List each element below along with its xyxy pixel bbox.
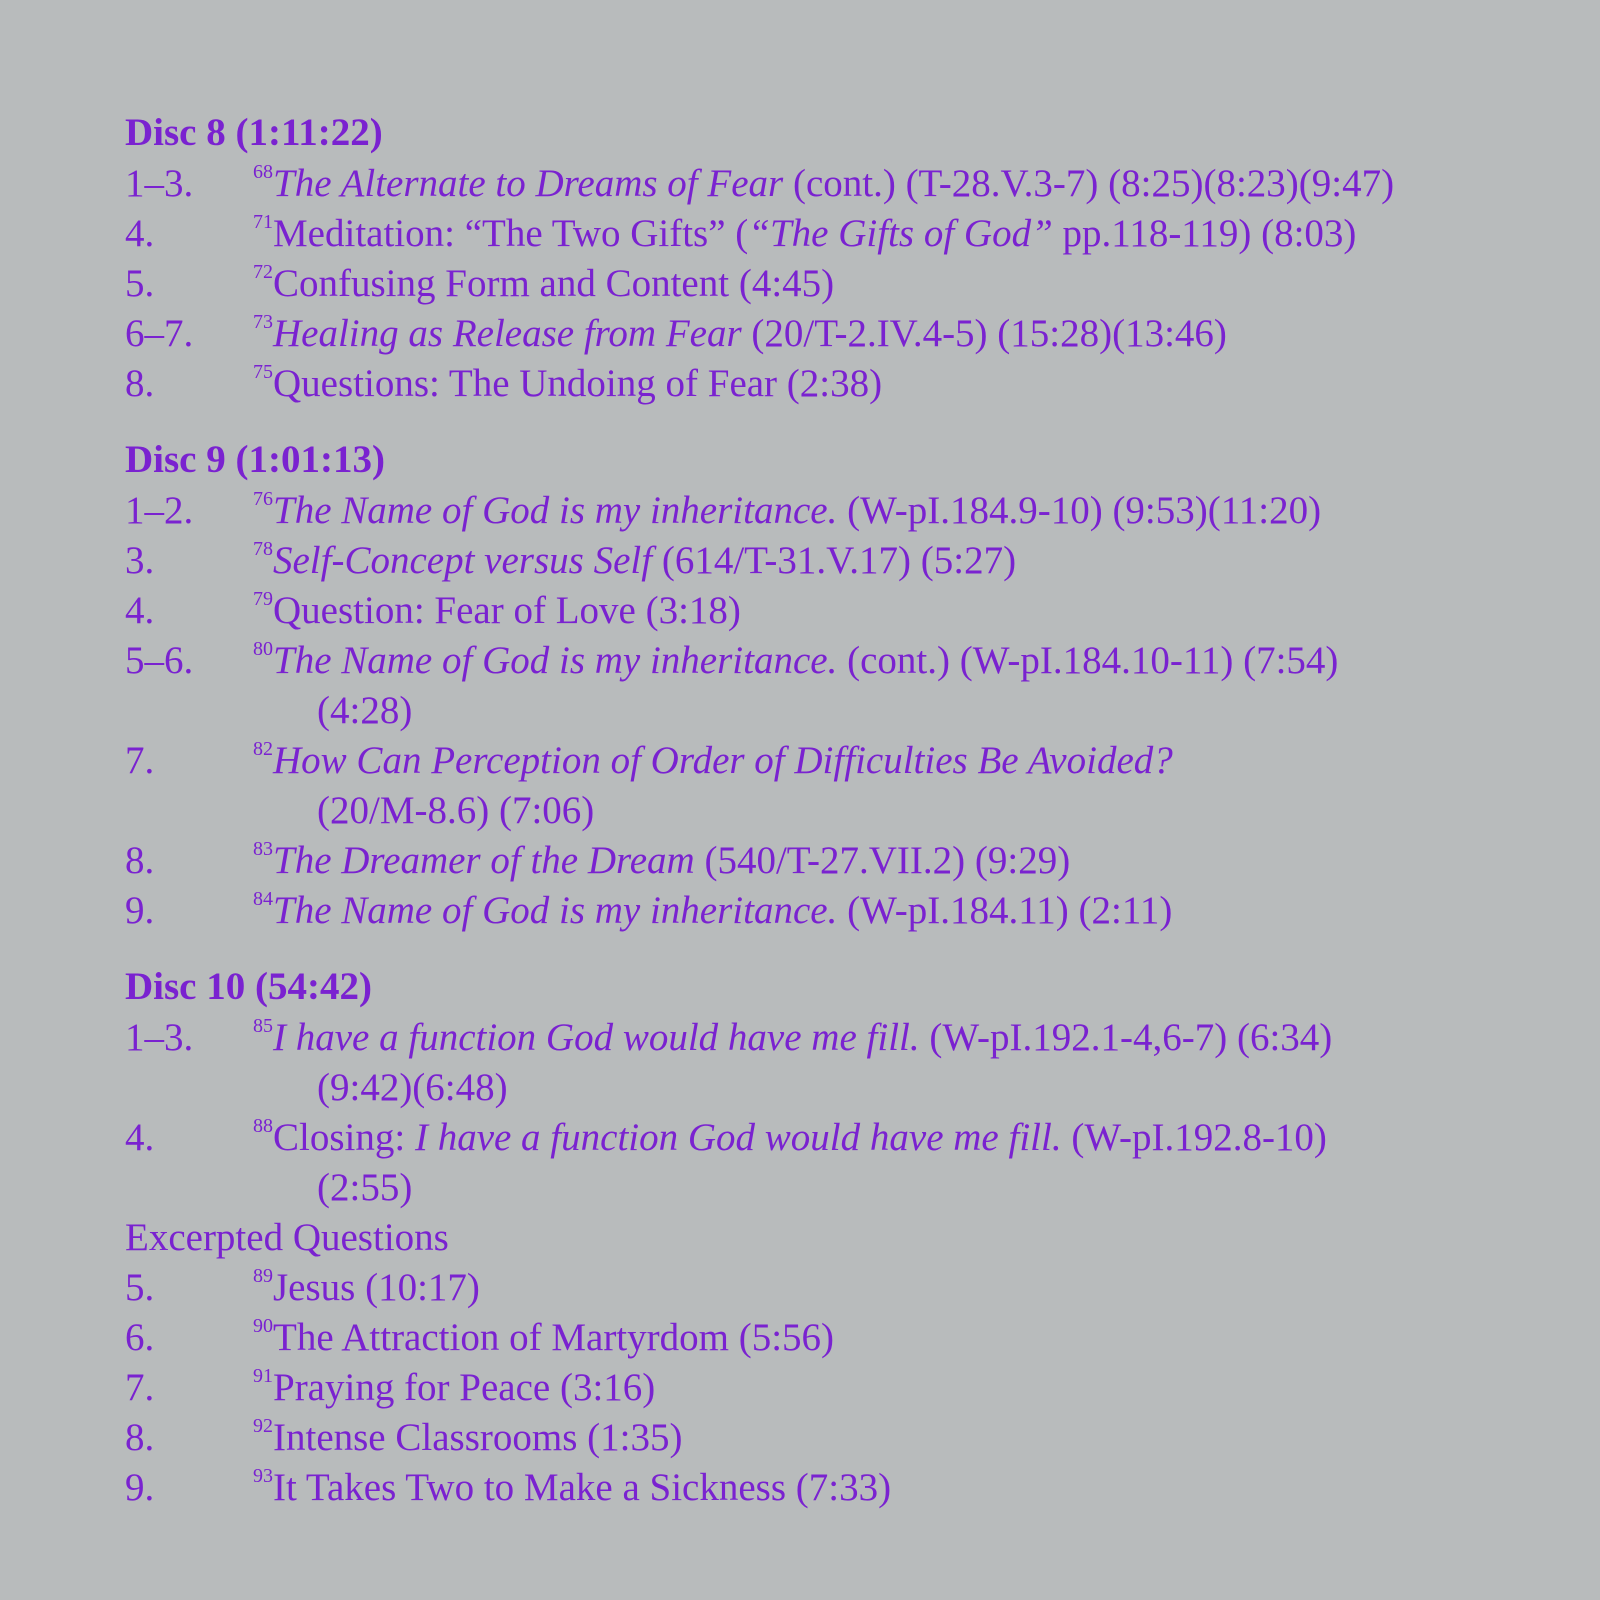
track-row [125,586,1575,636]
track-title-text: Jesus (10:17) [273,1266,480,1309]
track-title-text: It Takes Two to Make a Sickness (7:33) [273,1466,892,1509]
track-title [253,886,1575,936]
track-title-text: (614/T-31.V.17) (5:27) [652,539,1017,582]
track-title [253,159,1575,209]
track-title [253,536,1575,586]
track-title-text: (540/T-27.VII.2) (9:29) [694,839,1071,882]
footnote-ref: 68 [253,161,273,183]
track-title-text: (W-pI.192.8-10) [1061,1116,1327,1159]
track-title [253,1363,1575,1413]
track-row [125,1013,1575,1063]
track-row [125,159,1575,209]
footnote-ref: 73 [253,311,273,333]
track-number: 8. [125,839,155,882]
track-title-italic: Healing as Release from Fear [273,312,742,355]
track-row [125,359,1575,409]
track-row [125,1463,1575,1513]
track-number: 8. [125,362,155,405]
track-title-italic: “The Gifts of God” [748,212,1053,255]
track-title-italic: The Name of God is my inheritance. [273,639,838,682]
track-row [125,536,1575,586]
track-title-text: Closing: [273,1116,415,1159]
track-title-text: Meditation: “The Two Gifts” ( [273,212,749,255]
footnote-ref: 92 [253,1415,273,1437]
track-number: 3. [125,539,155,582]
footnote-ref: 79 [253,588,273,610]
track-title-text: (W-pI.192.1-4,6-7) (6:34) [919,1016,1333,1059]
track-row [125,1113,1575,1163]
track-title [253,1463,1575,1513]
track-number: 4. [125,1116,155,1159]
track-title-italic: I have a function God would have me fill. [273,1016,920,1059]
footnote-ref: 84 [253,888,273,910]
footnote-ref: 75 [253,361,273,383]
track-title-italic: Self-Concept versus Self [273,539,653,582]
track-title-text: Questions: The Undoing of Fear (2:38) [273,362,883,405]
footnote-ref: 78 [253,538,273,560]
footnote-ref: 88 [253,1115,273,1137]
track-title [253,1113,1575,1163]
footnote-ref: 76 [253,488,273,510]
track-title [253,259,1575,309]
track-title [253,1313,1575,1363]
track-row [125,309,1575,359]
track-number: 4. [125,212,155,255]
track-title [253,586,1575,636]
track-title-text: (cont.) (T-28.V.3-7) (8:25)(8:23)(9:47) [783,162,1395,205]
track-row [125,636,1575,686]
track-row [125,886,1575,936]
track-title [253,209,1575,259]
track-number: 1–2. [125,489,194,532]
track-title-text: Praying for Peace (3:16) [273,1366,656,1409]
track-row [125,259,1575,309]
track-title-italic: The Alternate to Dreams of Fear [273,162,784,205]
disc-title: Disc 8 (1:11:22) [125,111,383,154]
track-title-text: Question: Fear of Love (3:18) [273,589,741,632]
track-title [253,359,1575,409]
track-title-text: Intense Classrooms (1:35) [273,1416,683,1459]
track-title-text: The Attraction of Martyrdom (5:56) [273,1316,835,1359]
track-listing [125,108,1575,1539]
footnote-ref: 72 [253,261,273,283]
track-number: 7. [125,1366,155,1409]
track-title [253,486,1575,536]
track-title-text: pp.118-119) (8:03) [1052,212,1357,255]
disc-section [125,435,1575,936]
track-number: 4. [125,589,155,632]
track-title [253,1413,1575,1463]
footnote-ref: 83 [253,838,273,860]
disc-section [125,962,1575,1513]
track-number: 8. [125,1416,155,1459]
track-title-text: (W-pI.184.9-10) (9:53)(11:20) [837,489,1322,532]
track-continuation: (20/M-8.6) (7:06) [317,789,595,832]
track-title-italic: The Name of God is my inheritance. [273,889,838,932]
footnote-ref: 85 [253,1015,273,1037]
track-continuation: (4:28) [317,689,413,732]
track-title-italic: The Dreamer of the Dream [273,839,695,882]
track-number: 6. [125,1316,155,1359]
track-continuation: (9:42)(6:48) [317,1066,508,1109]
track-title-text: (20/T-2.IV.4-5) (15:28)(13:46) [741,312,1227,355]
track-number: 5–6. [125,639,194,682]
track-row [125,209,1575,259]
track-title-italic: The Name of God is my inheritance. [273,489,838,532]
track-title [253,636,1575,686]
track-continuation: (2:55) [317,1166,413,1209]
track-title-text: (cont.) (W-pI.184.10-11) (7:54) [837,639,1339,682]
footnote-ref: 71 [253,211,273,233]
track-title [253,736,1575,786]
track-row [125,1413,1575,1463]
track-title-text: (W-pI.184.11) (2:11) [837,889,1173,932]
track-number: 9. [125,889,155,932]
footnote-ref: 90 [253,1315,273,1337]
track-title [253,309,1575,359]
track-title [253,836,1575,886]
track-title-italic: How Can Perception of Order of Difficulties Be Avoided? [273,739,1173,782]
track-title [253,1013,1575,1063]
track-title-text: Confusing Form and Content (4:45) [273,262,835,305]
disc-title: Disc 10 (54:42) [125,965,372,1008]
footnote-ref: 89 [253,1265,273,1287]
track-number: 1–3. [125,1016,194,1059]
track-row [125,1263,1575,1313]
footnote-ref: 80 [253,638,273,660]
track-row [125,836,1575,886]
track-number: 9. [125,1466,155,1509]
track-number: 5. [125,262,155,305]
footnote-ref: 91 [253,1365,273,1387]
track-number: 1–3. [125,162,194,205]
track-row [125,736,1575,786]
track-number: 5. [125,1266,155,1309]
footnote-ref: 93 [253,1465,273,1487]
disc-section [125,108,1575,409]
track-number: 7. [125,739,155,782]
footnote-ref: 82 [253,738,273,760]
disc-title: Disc 9 (1:01:13) [125,438,385,481]
track-title-italic: I have a function God would have me fill. [414,1116,1062,1159]
track-title [253,1263,1575,1313]
track-row [125,1363,1575,1413]
track-number: 6–7. [125,312,194,355]
subheading: Excerpted Questions [125,1216,449,1259]
track-row [125,486,1575,536]
track-row [125,1313,1575,1363]
